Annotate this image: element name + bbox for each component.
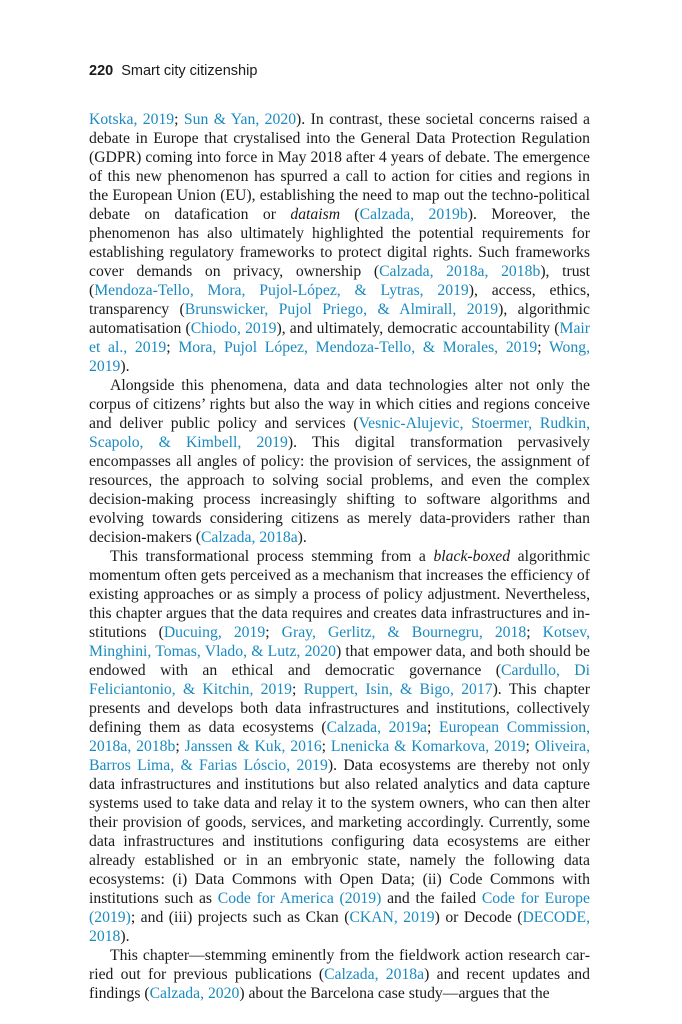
body-text-run: ( [340, 206, 360, 223]
citation-link[interactable]: Wong, 2019 [89, 339, 591, 375]
citation-link[interactable]: Lnenicka & Komarkova, 2019 [330, 738, 526, 755]
citation-link[interactable]: Ducuing, 2019 [163, 624, 266, 641]
citation-link[interactable]: Mair et al., 2019 [89, 320, 590, 356]
body-text-run: ). [120, 928, 130, 945]
body-text-run: ). Data ecosystems are thereby not only data infrastructures and institutions but also related analytics and data capture systems used to take data and relay it to the system owners, who can then alter their provision of goods, services, and marketing accordingly. Currently, some data infrastructures and institutions configuring data ecosystems are either already established or in an embryonic state, namely the following data ecosystems: (i) Data Commons with Open Data; (ii) Code Commons with institutions such as [89, 757, 590, 907]
body-text-run: ; and (iii) projects such as Ckan ( [130, 909, 350, 926]
body-text-run: ; [321, 738, 331, 755]
citation-link[interactable]: Sun & Yan, 2020 [183, 111, 297, 128]
citation-link[interactable]: Gray, Gerlitz, & Bournegru, 2018 [281, 624, 527, 641]
body-text-run: ). In contrast, these societal concerns raised a debate in Europe that crystalised into the General Data Protection Regulation (GDPR) coming into force in May 2018 after 4 years of debate. The emergence of this new phenomenon has spurred a call to action for cities and regions in the European Union (EU), establishing the need to map out the techno-political debate on datafication or [89, 111, 590, 223]
body-text-run: ). This digital transformation pervasively encompasses all angles of policy: the provision of services, the assignment of resources, the approach to solving social problems, and even the complex decision-making process increasingly shifting to software algorithms and evolving towards considering citizens as merely data-providers rather than decision-makers ( [89, 434, 590, 546]
citation-link[interactable]: Janssen & Kuk, 2016 [184, 738, 322, 755]
citation-link[interactable]: Mora, Pujol López, Mendoza-Tello, & Morales, 2019 [178, 339, 538, 356]
body-text-run: ; [525, 738, 535, 755]
body-text-run: ; [427, 719, 440, 736]
body-text-run: ). [120, 358, 130, 375]
running-head [89, 63, 257, 79]
body-text-run: This transformational process stemming from a [110, 548, 434, 565]
running-title: Smart city citizenship [121, 63, 258, 79]
citation-link[interactable]: Calzada, 2019a [326, 719, 428, 736]
citation-link[interactable]: Brunswicker, Pujol Priego, & Almirall, 2019 [184, 301, 499, 318]
citation-link[interactable]: Calzada, 2018a, 2018b [379, 263, 541, 280]
paragraph-4 [89, 946, 590, 1003]
body-text-run: ; [174, 111, 184, 128]
body-text-run: This chapter—stemming eminently from the fieldwork action research carried out for previous publications ( [89, 947, 590, 983]
body-text-run: ) or Decode ( [434, 909, 523, 926]
citation-link[interactable]: Kotsev, Minghini, Tomas, Vlado, & Lutz, 2020 [89, 624, 590, 660]
citation-link[interactable]: Calzada, 2020 [149, 985, 240, 1002]
body-text [89, 110, 590, 1003]
paragraph-1 [89, 110, 590, 376]
body-text-run: ), algorithmic automatisation ( [89, 301, 590, 337]
citation-link[interactable]: Oliveira, Barros Lima, & Farias Lóscio, 2019 [89, 738, 591, 774]
body-text-run: ) that empower data, and both should be endowed with an ethical and democratic governance ( [89, 643, 590, 679]
citation-link[interactable]: Calzada, 2018a [200, 529, 298, 546]
body-text-run: ; [537, 339, 549, 356]
citation-link[interactable]: CKAN, 2019 [349, 909, 435, 926]
body-text-run: ), access, ethics, transparency ( [89, 282, 590, 318]
citation-link[interactable]: European Commission, 2018a, 2018b [89, 719, 590, 755]
paragraph-2 [89, 376, 590, 547]
citation-link[interactable]: Calzada, 2019b [359, 206, 468, 223]
italic-term: black-boxed [433, 548, 511, 565]
body-text-run: ) and recent updates and findings ( [89, 966, 590, 1002]
citation-link[interactable]: Chiodo, 2019 [190, 320, 277, 337]
body-text-run: ) about the Barcelona case study—argues that the [239, 985, 550, 1002]
citation-link[interactable]: Kotska, 2019 [89, 111, 175, 128]
body-text-run: ). [297, 529, 307, 546]
body-text-run: ; [526, 624, 543, 641]
citation-link[interactable]: Calzada, 2018a [324, 966, 425, 983]
body-text-run: ). This chapter presents and develops both data infrastructures and institutions, collectively defining them as data ecosystems ( [89, 681, 590, 736]
citation-link[interactable]: DECODE, 2018 [89, 909, 591, 945]
paragraph-3 [89, 547, 590, 946]
body-text-run: Alongside this phenomena, data and data technologies alter not only the corpus of citizens’ rights but also the way in which cities and regions conceive and deliver public policy and services ( [89, 377, 590, 432]
italic-term: dataism [290, 206, 341, 223]
body-text-run: ; [175, 738, 185, 755]
citation-link[interactable]: Code for America (2019) [217, 890, 382, 907]
citation-link[interactable]: Mendoza-Tello, Mora, Pujol-López, & Lytras, 2019 [94, 282, 469, 299]
body-text-run: ; [292, 681, 304, 698]
body-text-run: ), and ultimately, democratic accountability ( [276, 320, 560, 337]
body-text-run: ). Moreover, the phenomenon has also ultimately highlighted the potential requirements for establishing regulatory frameworks to protect digital rights. Such frameworks cover demands on privacy, ownership ( [89, 206, 590, 280]
body-text-run: ), trust ( [89, 263, 591, 299]
body-text-run: and the failed [381, 890, 482, 907]
citation-link[interactable]: Vesnic-Alujevic, Stoermer, Rudkin, Scapolo, & Kimbell, 2019 [89, 415, 590, 451]
citation-link[interactable]: Cardullo, Di Feliciantonio, & Kitchin, 2019 [89, 662, 590, 698]
body-text-run: ; [166, 339, 179, 356]
body-text-run: ; [265, 624, 282, 641]
citation-link[interactable]: Code for Europe (2019) [89, 890, 590, 926]
page-number: 220 [89, 63, 114, 79]
body-text-run: algorithmic momentum often gets perceived as a mechanism that increases the efficiency of existing approaches or as simply a process of policy adjustment. Nevertheless, this chapter argues that the data requires and creates data infrastructures and institutions ( [89, 548, 590, 641]
citation-link[interactable]: Ruppert, Isin, & Bigo, 2017 [303, 681, 493, 698]
